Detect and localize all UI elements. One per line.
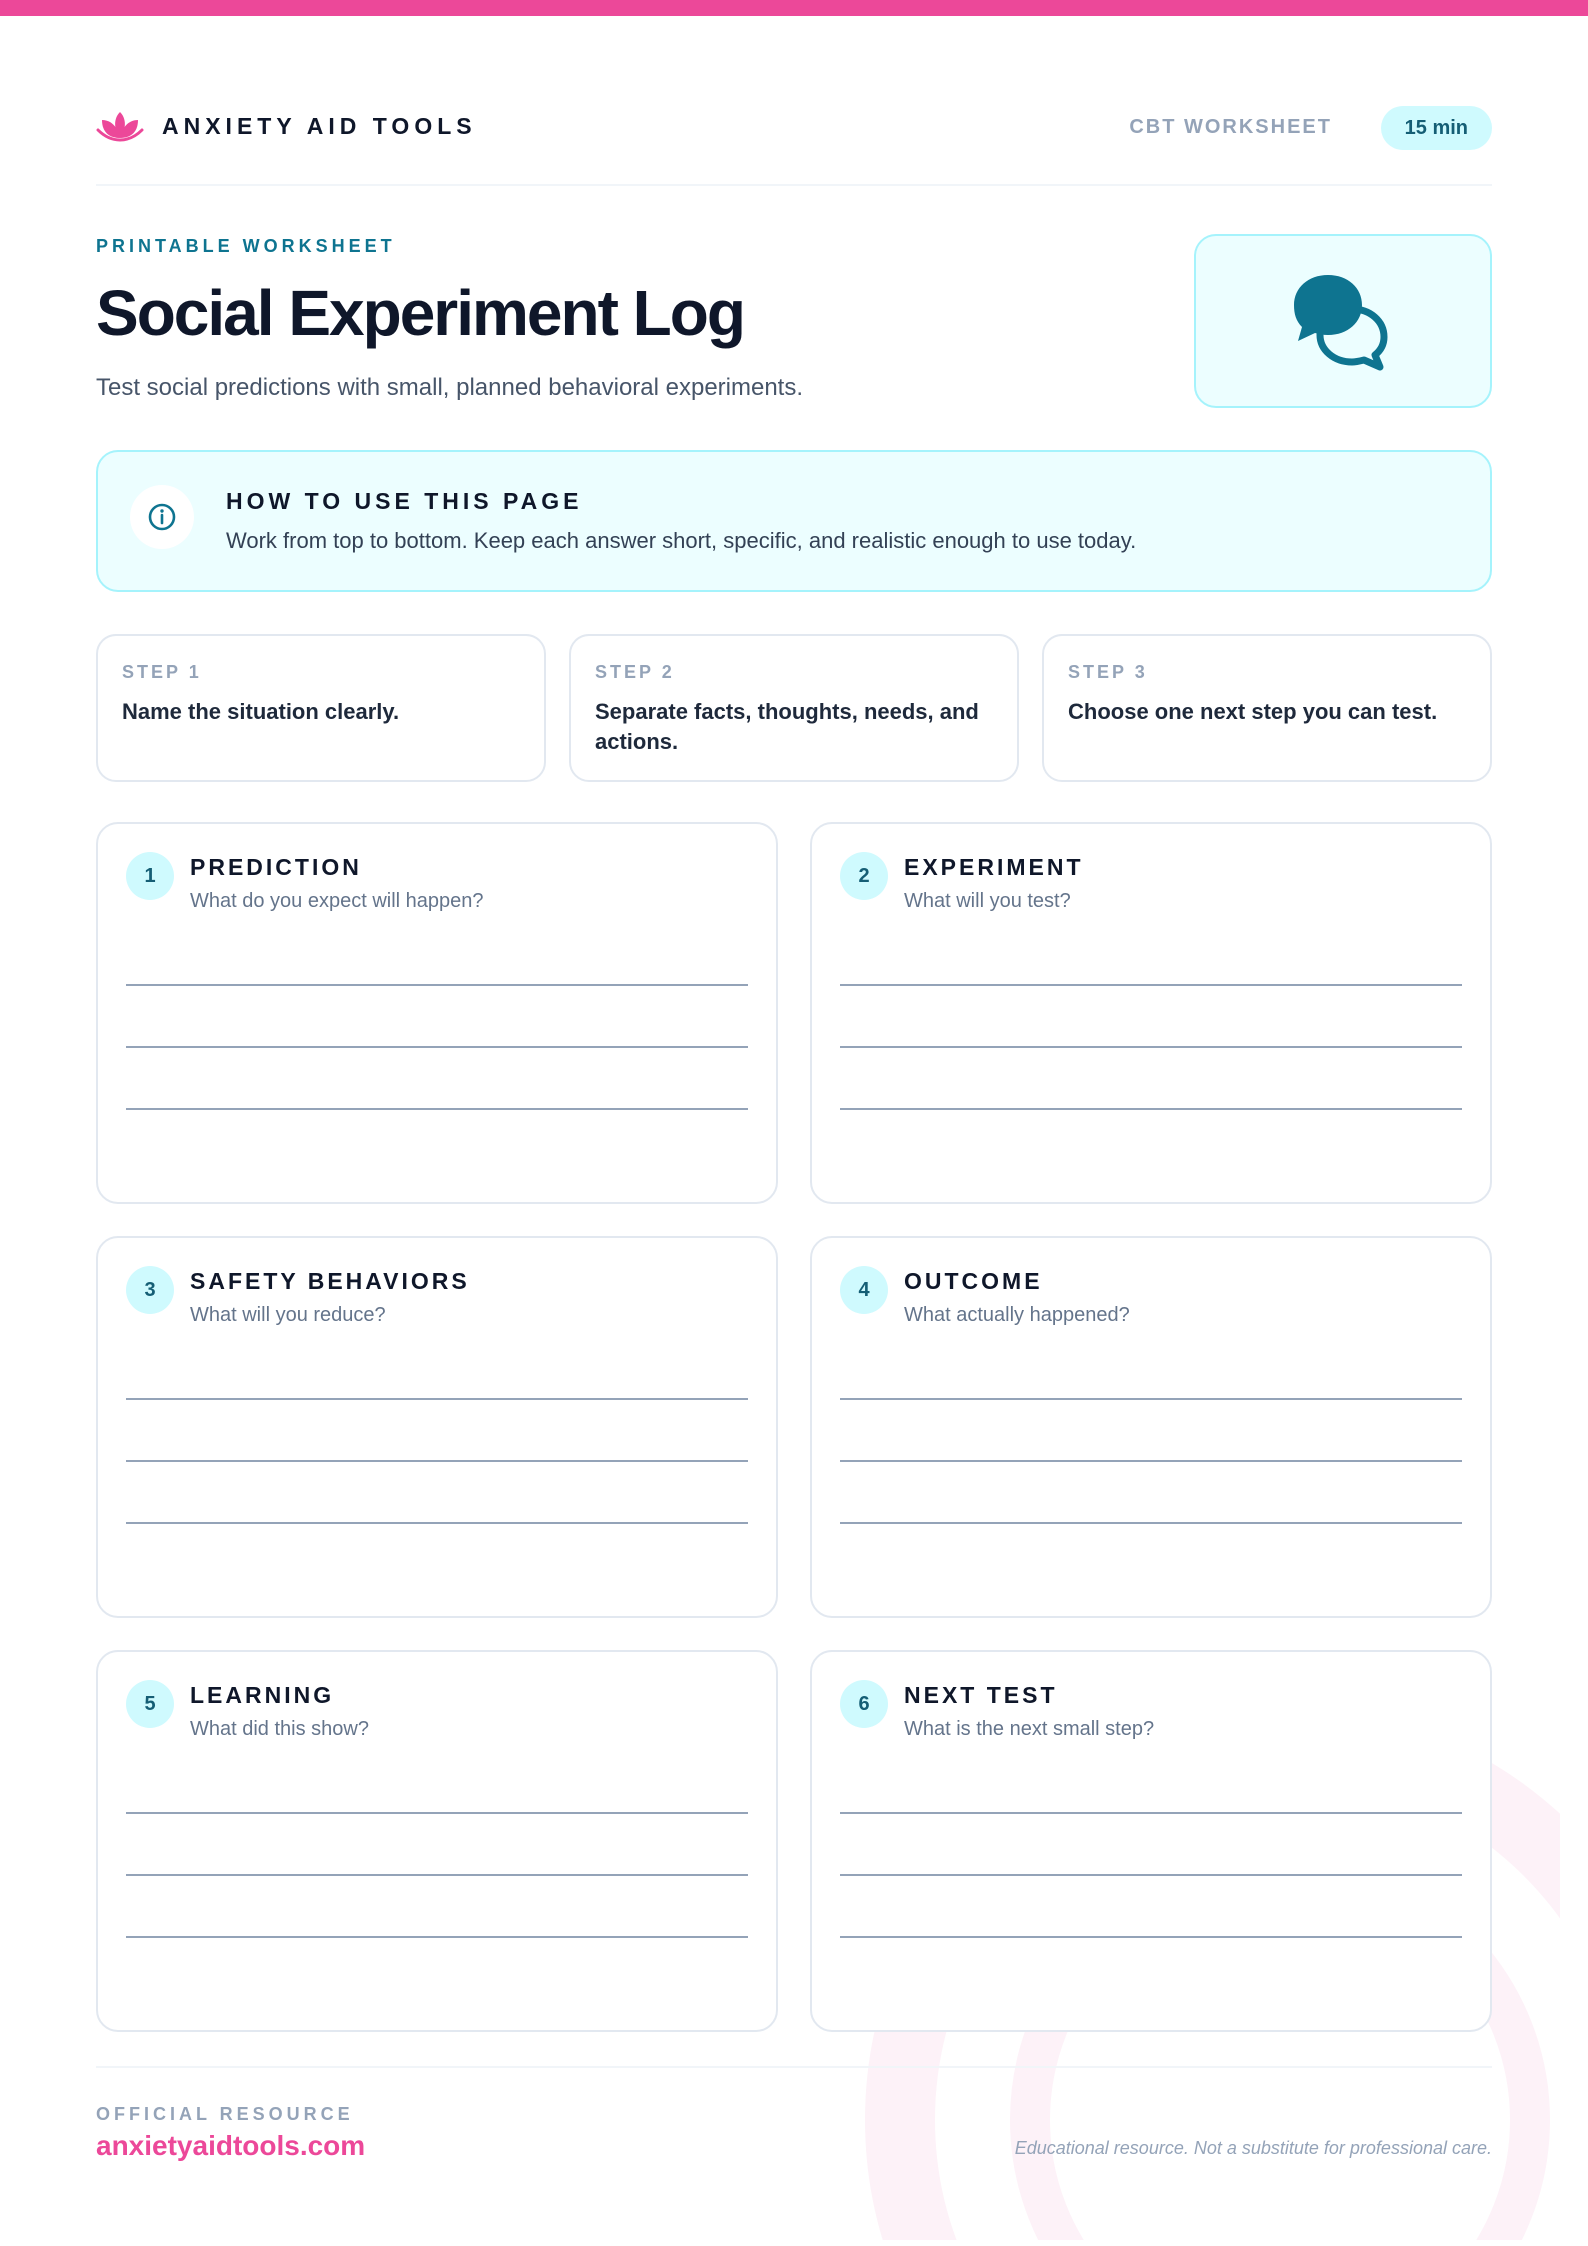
section-prompt: What do you expect will happen? [190, 890, 484, 912]
section-prompt: What will you reduce? [190, 1304, 386, 1326]
section-prompt: What actually happened? [904, 1304, 1130, 1326]
top-accent-bar [0, 0, 1588, 16]
lotus-icon [96, 108, 144, 144]
steps-row [96, 634, 1492, 782]
section-title: EXPERIMENT [904, 854, 1084, 880]
section-title: PREDICTION [190, 854, 362, 880]
website-link[interactable]: anxietyaidtools.com [96, 2130, 366, 2161]
section-prompt: What is the next small step? [904, 1718, 1155, 1740]
step-text: Choose one next step you can test. [1068, 699, 1438, 724]
writing-line[interactable] [126, 1936, 748, 1938]
writing-line[interactable] [840, 1460, 1462, 1462]
writing-line[interactable] [840, 1936, 1462, 1938]
step-text: Name the situation clearly. [122, 699, 400, 724]
page-title: Social Experiment Log [96, 277, 744, 349]
section-title: SAFETY BEHAVIORS [190, 1268, 470, 1294]
document-type: CBT WORKSHEET [1129, 116, 1332, 138]
step-text: Separate facts, thoughts, needs, and actions. [595, 699, 979, 754]
step-label: STEP 2 [595, 662, 675, 682]
section-card-learning [96, 1650, 778, 2032]
disclaimer: Educational resource. Not a substitute for professional care. [1014, 2138, 1492, 2158]
duration-badge: 15 min [1381, 106, 1492, 150]
section-title: NEXT TEST [904, 1682, 1058, 1708]
section-card-experiment [810, 822, 1492, 1204]
info-text: Work from top to bottom. Keep each answer short, specific, and realistic enough to use today. [226, 528, 1137, 553]
writing-line[interactable] [840, 1522, 1462, 1524]
section-number: 2 [840, 852, 888, 900]
writing-line[interactable] [126, 1460, 748, 1462]
section-number: 1 [126, 852, 174, 900]
section-title: OUTCOME [904, 1268, 1043, 1294]
header-divider [96, 184, 1492, 186]
writing-line[interactable] [840, 1108, 1462, 1110]
writing-line[interactable] [840, 1398, 1462, 1400]
section-number: 4 [840, 1266, 888, 1314]
step-label: STEP 1 [122, 662, 202, 682]
writing-line[interactable] [840, 1046, 1462, 1048]
section-number: 5 [126, 1680, 174, 1728]
writing-line[interactable] [126, 1398, 748, 1400]
writing-line[interactable] [126, 1046, 748, 1048]
section-title: LEARNING [190, 1682, 335, 1708]
section-card-safety-behaviors [96, 1236, 778, 1618]
info-icon [147, 502, 177, 532]
footer-label: OFFICIAL RESOURCE [96, 2104, 354, 2124]
section-prompt: What did this show? [190, 1718, 369, 1740]
step-card-3 [1042, 634, 1492, 782]
hero-icon-panel [1194, 234, 1492, 408]
section-card-prediction [96, 822, 778, 1204]
writing-line[interactable] [840, 1874, 1462, 1876]
writing-line[interactable] [126, 1812, 748, 1814]
writing-line[interactable] [126, 1522, 748, 1524]
step-card-2 [569, 634, 1019, 782]
footer-divider [96, 2066, 1492, 2068]
info-title: HOW TO USE THIS PAGE [226, 488, 583, 514]
section-card-outcome [810, 1236, 1492, 1618]
writing-line[interactable] [840, 984, 1462, 986]
brand-name: ANXIETY AID TOOLS [162, 112, 477, 139]
section-number: 3 [126, 1266, 174, 1314]
page-subtitle: Test social predictions with small, planned behavioral experiments. [96, 374, 804, 401]
section-prompt: What will you test? [904, 890, 1071, 912]
writing-line[interactable] [126, 984, 748, 986]
how-to-use-box [96, 450, 1492, 592]
section-number: 6 [840, 1680, 888, 1728]
info-icon-wrapper [130, 485, 194, 549]
writing-line[interactable] [840, 1812, 1462, 1814]
writing-line[interactable] [126, 1108, 748, 1110]
step-label: STEP 3 [1068, 662, 1148, 682]
brand [96, 108, 477, 144]
writing-line[interactable] [126, 1874, 748, 1876]
step-card-1 [96, 634, 546, 782]
eyebrow-label: PRINTABLE WORKSHEET [96, 236, 396, 256]
header [96, 100, 1492, 156]
section-card-next-test [810, 1650, 1492, 2032]
chat-bubbles-icon [1288, 271, 1398, 371]
